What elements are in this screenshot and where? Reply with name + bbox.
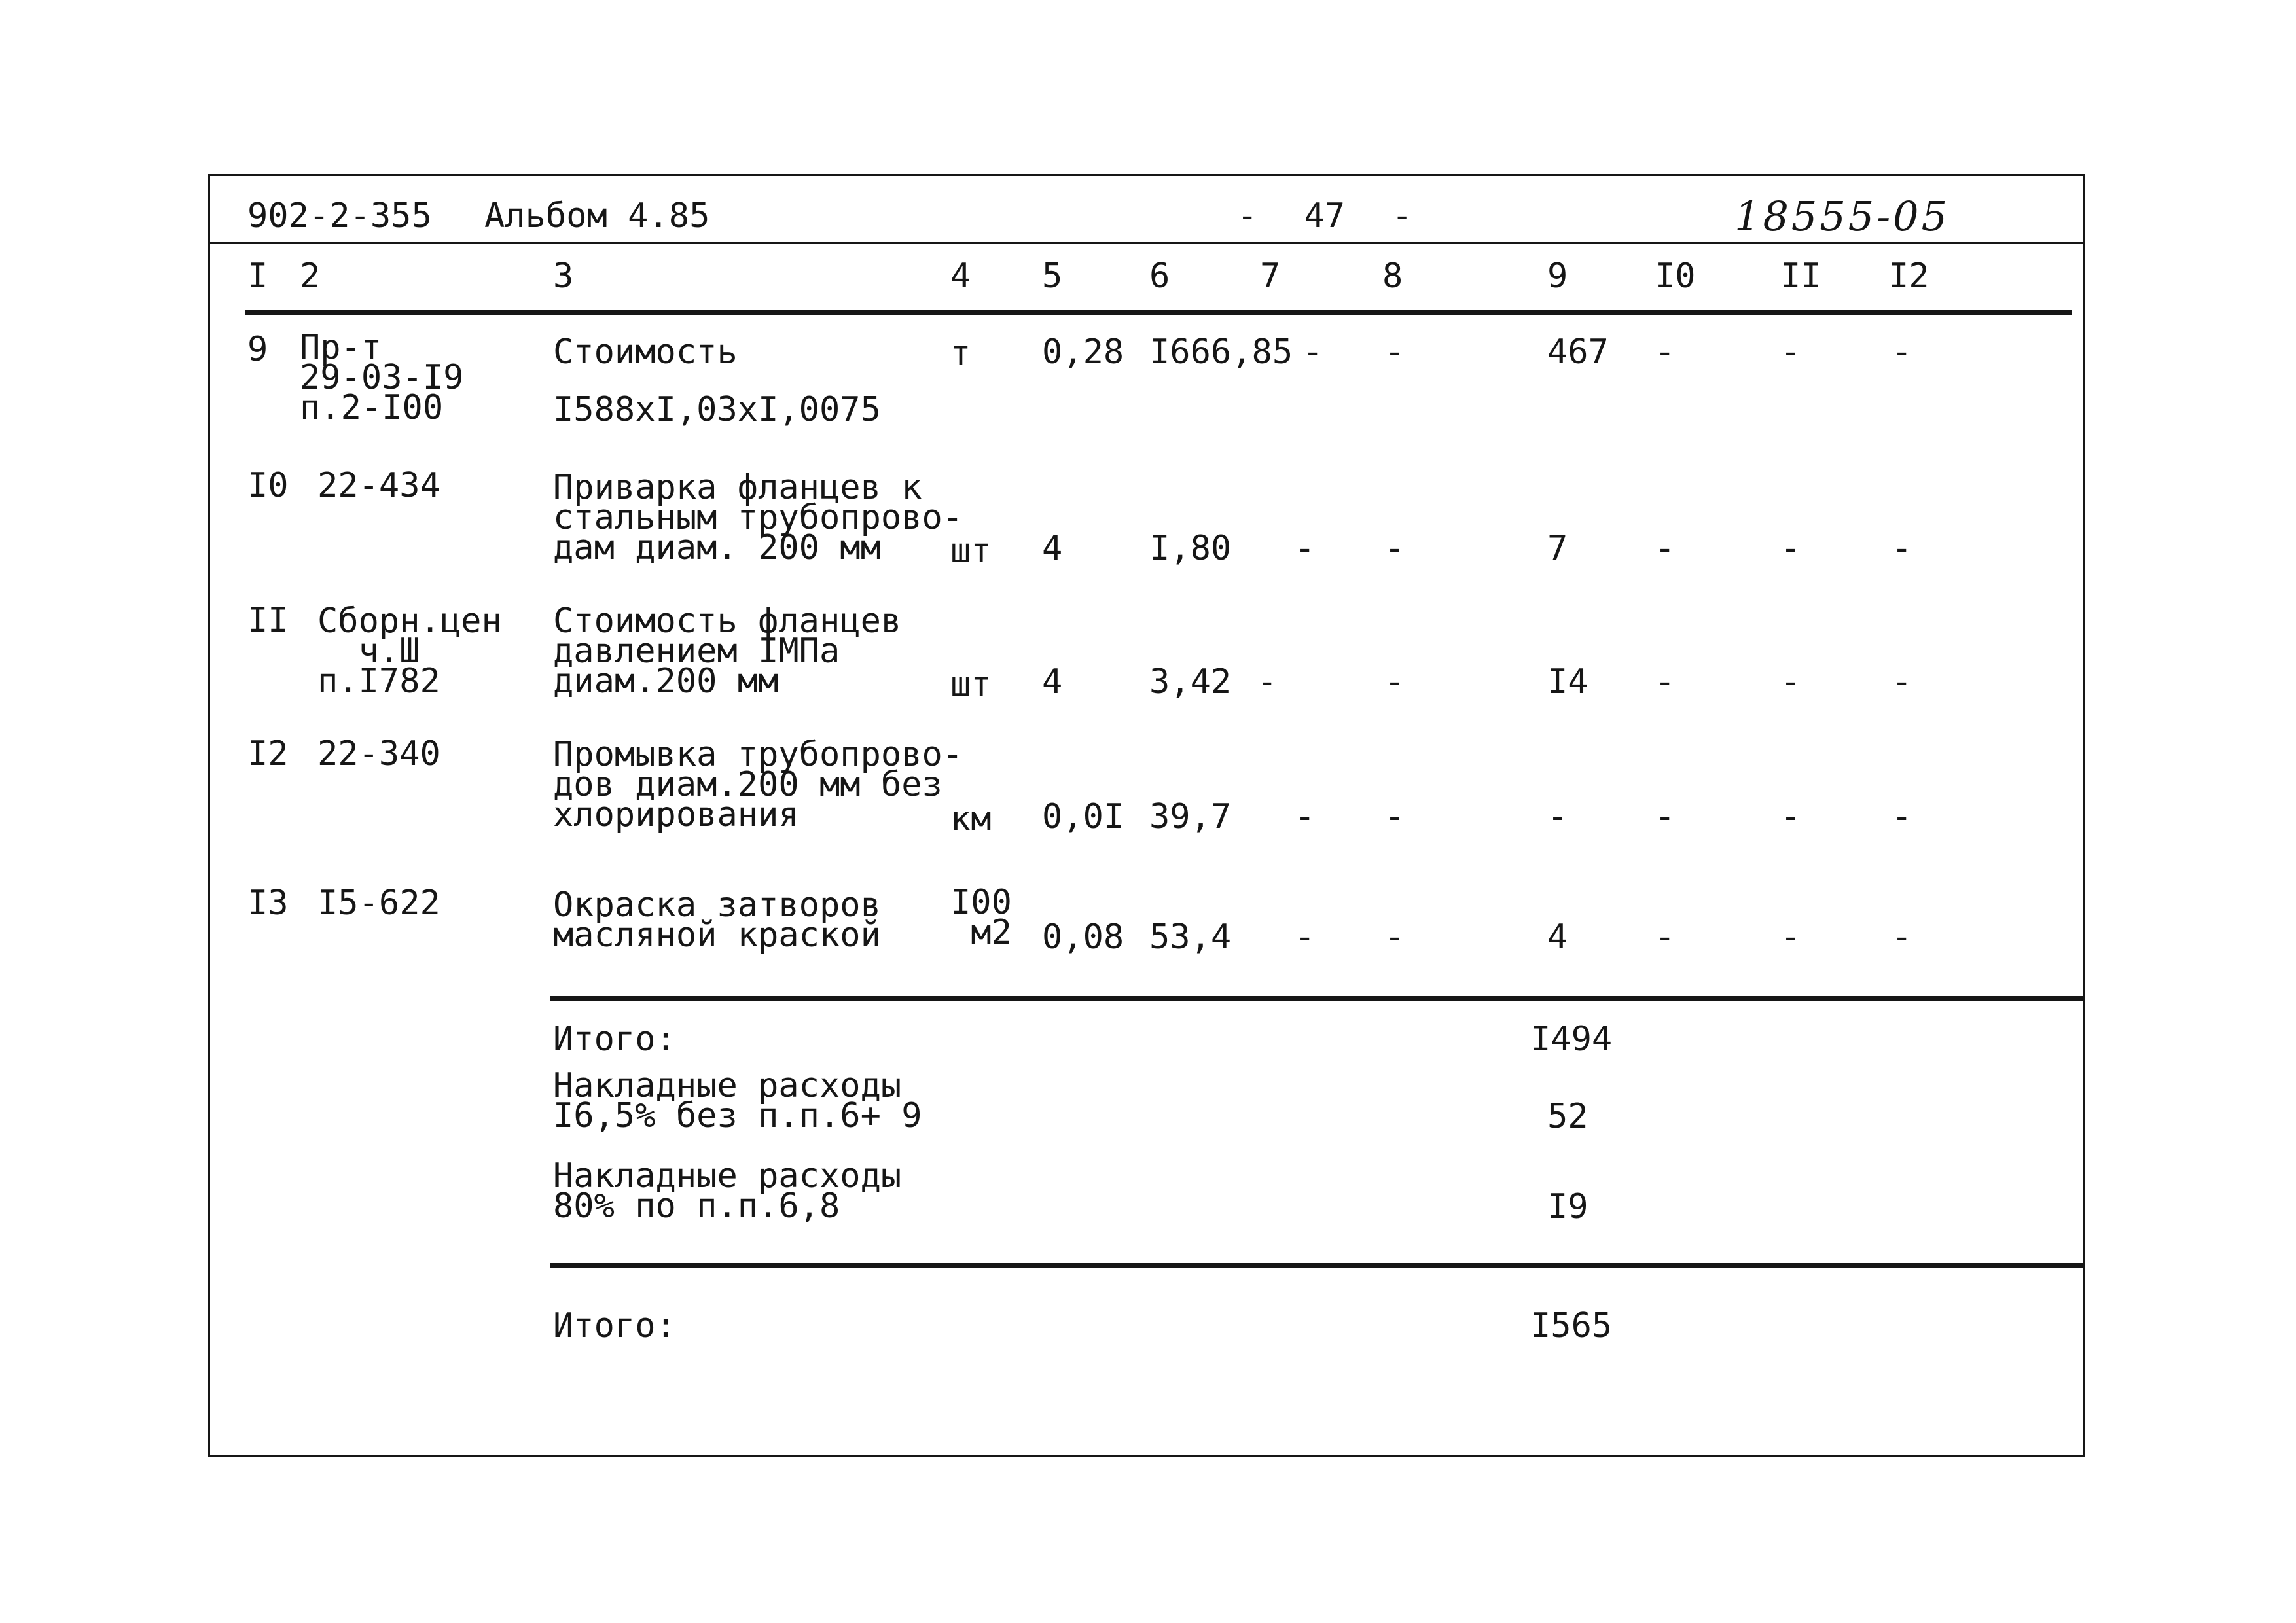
col-header-1: I (247, 257, 268, 296)
row-9-desc-extra: I588хI,03хI,0075 (553, 390, 881, 429)
album-label: Альбом 4.85 (484, 196, 710, 236)
row-9-unit: т (950, 334, 971, 373)
row-10-code: 22-434 (317, 466, 440, 505)
row-12-price: 39,7 (1149, 797, 1232, 836)
row-9-c10: - (1655, 332, 1676, 372)
row-11-code: Сборн.цен ч.Ш п.I782 (317, 601, 502, 701)
grand-total-label: Итого: (553, 1306, 676, 1346)
overhead-1-value: 52 (1547, 1097, 1588, 1136)
row-12-c8: - (1384, 797, 1405, 836)
subtotal-value: I494 (1530, 1020, 1613, 1059)
row-12-code: 22-340 (317, 734, 440, 774)
row-12-c12: - (1892, 797, 1912, 836)
row-11-num: II (247, 601, 289, 640)
row-9-num: 9 (247, 330, 268, 369)
row-12-num: I2 (247, 734, 289, 774)
col-header-11: II (1780, 257, 1821, 296)
row-11-qty: 4 (1042, 662, 1063, 702)
col-header-10: I0 (1655, 257, 1696, 296)
row-13-c12: - (1892, 918, 1912, 957)
row-9-c8: - (1384, 332, 1405, 372)
row-11-c9: I4 (1547, 662, 1588, 702)
row-12-c7: - (1295, 797, 1316, 836)
overhead-2-value: I9 (1547, 1187, 1588, 1226)
row-12-c9: - (1547, 797, 1568, 836)
header-divider-line (210, 242, 2083, 244)
row-12-qty: 0,0I (1042, 797, 1124, 836)
row-13-qty: 0,08 (1042, 918, 1124, 957)
row-10-c11: - (1780, 529, 1801, 568)
row-13-code: I5-622 (317, 883, 440, 923)
row-11-price: 3,42 (1149, 662, 1232, 702)
row-13-c9: 4 (1547, 918, 1568, 957)
col-header-5: 5 (1042, 257, 1063, 296)
project-code: 902-2-355 (247, 196, 432, 236)
row-12-unit: км (950, 800, 992, 839)
col-header-4: 4 (950, 257, 971, 296)
subtotal-label: Итого: (553, 1020, 676, 1059)
row-9-price: I666,85 (1149, 332, 1293, 372)
overhead-2-label: Накладные расходы 80% по п.п.6,8 (553, 1156, 902, 1226)
row-10-c8: - (1384, 529, 1405, 568)
col-header-9: 9 (1547, 257, 1568, 296)
row-11-unit: шт (950, 665, 992, 704)
col-header-7: 7 (1260, 257, 1281, 296)
row-11-c11: - (1780, 662, 1801, 702)
row-10-unit: шт (950, 531, 992, 571)
row-10-c10: - (1655, 529, 1676, 568)
frame-top-line (208, 174, 2085, 176)
col-header-6: 6 (1149, 257, 1170, 296)
row-10-num: I0 (247, 466, 289, 505)
col-header-2: 2 (300, 257, 321, 296)
row-12-desc: Промывка трубопрово- дов диам.200 мм без хлорирования (553, 735, 963, 834)
grand-total-value: I565 (1530, 1306, 1613, 1346)
row-13-c7: - (1295, 918, 1316, 957)
row-10-c7: - (1295, 529, 1316, 568)
totals-rule (550, 996, 2085, 1001)
row-10-c9: 7 (1547, 529, 1568, 568)
row-12-c10: - (1655, 797, 1676, 836)
row-11-c10: - (1655, 662, 1676, 702)
row-10-qty: 4 (1042, 529, 1063, 568)
row-13-c8: - (1384, 918, 1405, 957)
row-13-num: I3 (247, 883, 289, 923)
row-9-c11: - (1780, 332, 1801, 372)
overhead-1-label: Накладные расходы I6,5% без п.п.6+ 9 (553, 1066, 922, 1135)
row-10-price: I,80 (1149, 529, 1232, 568)
row-10-c12: - (1892, 529, 1912, 568)
row-13-desc: Окраска затворов масляной краской (553, 885, 881, 955)
row-11-c7: - (1257, 662, 1278, 702)
frame-bottom-line (208, 1455, 2085, 1457)
row-10-desc: Приварка фланцев к стальным трубопрово- дам диам. 200 мм (553, 468, 963, 567)
row-9-c9: 467 (1547, 332, 1609, 372)
row-9-qty: 0,28 (1042, 332, 1124, 372)
row-11-desc: Стоимость фланцев давлением IМПа диам.200 мм (553, 601, 902, 701)
frame-left-line (208, 174, 210, 1457)
row-13-unit: I00 м2 (950, 883, 1012, 952)
row-11-c8: - (1384, 662, 1405, 702)
row-13-price: 53,4 (1149, 918, 1232, 957)
final-total-rule (550, 1263, 2085, 1268)
col-header-8: 8 (1382, 257, 1403, 296)
row-13-c10: - (1655, 918, 1676, 957)
row-9-c12: - (1892, 332, 1912, 372)
row-9-c7: - (1302, 332, 1323, 372)
row-9-code: Пр-т 29-03-I9 п.2-I00 (300, 328, 464, 427)
row-11-c12: - (1892, 662, 1912, 702)
row-9-desc: Стоимость (553, 332, 738, 372)
col-header-12: I2 (1888, 257, 1929, 296)
row-12-c11: - (1780, 797, 1801, 836)
row-13-c11: - (1780, 918, 1801, 957)
column-numbers-rule (245, 310, 2072, 315)
col-header-3: 3 (553, 257, 574, 296)
archive-number-handwritten: 18555-05 (1734, 192, 1950, 240)
page-number: - 47 - (1237, 196, 1412, 236)
